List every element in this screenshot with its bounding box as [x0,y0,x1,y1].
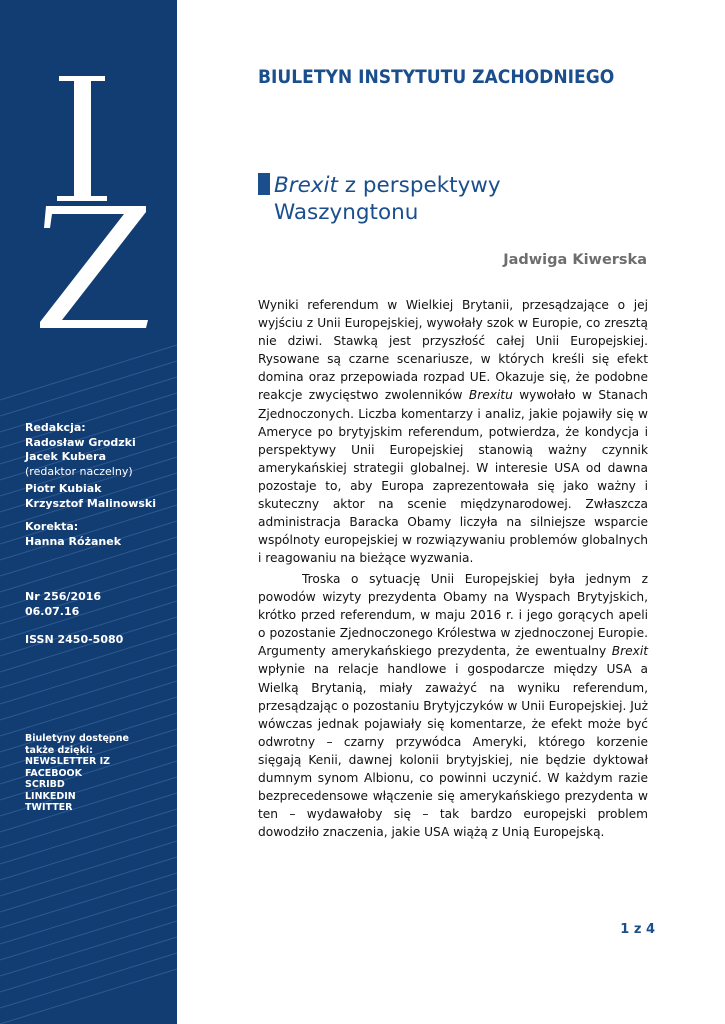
decorative-line [0,921,177,976]
availability-heading: Biuletyny dostępne [25,733,129,744]
issn: ISSN 2450-5080 [25,633,124,646]
editor-name: Piotr Kubiak [25,482,102,495]
series-title: BIULETYN INSTYTUTU ZACHODNIEGO [258,66,615,88]
sidebar [0,0,177,1024]
editors-heading: Redakcja: [25,421,86,434]
channel-link[interactable]: FACEBOOK [25,767,82,779]
title-italic: Brexit [274,173,338,198]
decorative-line [0,969,177,1024]
issue-number: Nr 256/2016 [25,590,102,603]
proofreader-name: Hanna Różanek [25,534,122,548]
paragraph-2: Troska o sytuację Unii Europejskiej była jednym z powodów wizyty prezydenta Obamy na Wyspach Brytyjskich, krótko przed referendum, w maju 2016 r. i jego gorących apeli o pozostanie Zjednoczonego Królestwa w zjednoczonej Europie. Argumenty amerykańskiego prezydenta, że ewentualny Brexit wpłynie na relacje handlowe i gospodarcze między USA a Wielką Brytanią, miały zaważyć na wyniku referendum, przesądzając o pozostaniu Brytyjczyków w Unii Europejskiej. Już wówczas jednak pojawiały się komentarze, że efekt może być odwrotny – czarny przywódca Ameryki, którego korzenie sięgają Kenii, dawnej kolonii brytyjskiej, nie będzie dyktował dumnym synom Albionu, co powinni uczynić. W każdym razie bezprecedensowe włączenie się amerykańskiego prezydenta w ten – wydawałoby się – tak bardzo europejski problem dowodziło znaczenia, jakie USA wiążą z Unią Europejską. [258,572,648,840]
decorative-line [0,681,177,736]
decorative-line [0,649,177,704]
proofreading-heading: Korekta: [25,520,79,533]
paragraph-1: Wyniki referendum w Wielkiej Brytanii, przesądzające o jej wyjściu z Unii Europejskiej, wywołały szok w Europie, co zresztą nie dziwi. Stawką jest przyszłość całej Unii Europejskiej. Rysowane są czarne scenariusze, w których kreśli się efekt domina oraz przepowiada rozpad UE. Okazuje się, że podobne reakcje zwycięstwo zwolenników Brexitu wywołało w Stanach Zjednoczonych. Liczba komentarzy i analiz, jakie pojawiły się w Ameryce po brytyjskim referendum, potwierdza, że kondycja i perspektywy Unii Europejskiej stanowią ważny czynnik amerykańskiej strategii globalnej. W interesie USA od dawna pozostaje to, aby Europa zaprezentowała się jako ważny i skuteczny aktor na scenie międzynarodowej. Zwłaszcza administracja Baracka Obamy liczyła na silniejsze wsparcie wspólnoty europejskiej w rozwiązywaniu problemów globalnych i reagowaniu na bieżące wyzwania. [258,298,648,566]
title-rest: z perspektywy [337,173,501,198]
iz-logo [0,0,177,360]
channel-link[interactable]: TWITTER [25,802,73,813]
title-line2: Waszyngtonu [274,200,419,225]
availability-heading: także dzięki: [25,744,93,756]
decorative-line [0,905,177,960]
decorative-line [0,361,177,416]
author-name: Jadwiga Kiwerska [503,252,647,268]
article-title [258,172,658,226]
editor-name: Jacek Kubera [25,450,106,463]
decorative-line [0,665,177,720]
decorative-line [0,809,177,864]
decorative-line [0,889,177,944]
decorative-line [0,825,177,880]
channel-link[interactable]: NEWSLETTER IZ [25,756,111,767]
page-indicator: 1 z 4 [620,922,655,937]
decorative-line [0,937,177,992]
editorial-board [25,421,156,549]
editor-role: (redaktor naczelny) [25,464,133,478]
channel-link[interactable]: SCRIBD [25,779,65,790]
availability-info [25,733,129,814]
issue-date: 06.07.16 [25,604,80,618]
issue-info [25,590,123,648]
title-marker [258,173,270,195]
decorative-line [0,953,177,1008]
decorative-line [0,873,177,928]
editor-name: Krzysztof Malinowski [25,496,156,510]
decorative-line [0,841,177,896]
channel-link[interactable]: LINKEDIN [25,790,76,802]
editor-name: Radosław Grodzki [25,435,136,449]
decorative-line [0,857,177,912]
